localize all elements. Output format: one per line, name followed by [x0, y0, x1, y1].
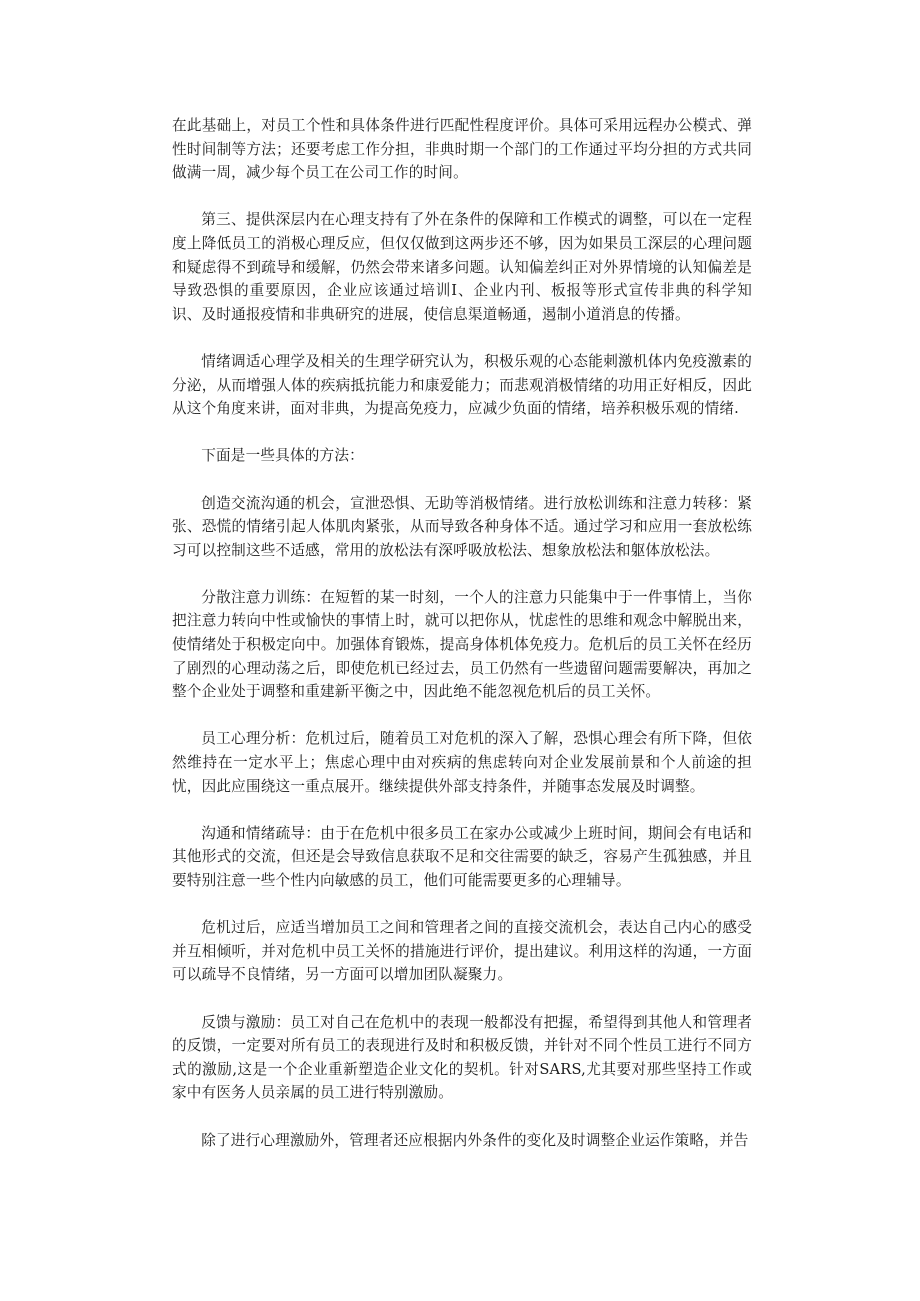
paragraph-10: 反馈与激励：员工对自己在危机中的表现一般都没有把握，希望得到其他人和管理者的反馈，一定要对所有员工的表现进行及时和积极反馈，并针对不同个性员工进行不同方式的激励,这是一个企业重新塑造企业文化的契机。针对SARS,尤其要对那些坚持工作或家中有医务人员亲属的员工进行特别激励。 — [172, 1013, 752, 1102]
paragraph-6: 分散注意力训练：在短暂的某一时刻，一个人的注意力只能集中于一件事情上，当你把注意力转向中性或愉快的事情上时，就可以把你从，忧虑性的思维和观念中解脱出来，使情绪处于积极定向中。加强体育锻炼，提高身体机体免疫力。危机后的员工关怀在经历了剧烈的心理动荡之后，即使危机已经过去，员工仍然有一些遗留问题需要解决，再加之整个企业处于调整和重建新平衡之中，因此绝不能忽视危机后的员工关怀。 — [172, 588, 752, 701]
paragraph-11: 除了进行心理激励外，管理者还应根据内外条件的变化及时调整企业运作策略，并告 — [201, 1131, 749, 1149]
paragraph-2: 第三、提供深层内在心理支持有了外在条件的保障和工作模式的调整，可以在一定程度上降低员工的消极心理反应，但仅仅做到这两步还不够，因为如果员工深层的心理问题和疑虑得不到疏导和缓解，仍然会带来诸多问题。认知偏差纠正对外界情境的认知偏差是导致恐惧的重要原因，企业应该通过培训I、企业内刊、板报等形式宣传非典的科学知识、及时通报疫情和非典研究的进展，使信息渠道畅通，遏制小道消息的传播。 — [172, 211, 752, 323]
paragraph-8: 沟通和情绪疏导：由于在危机中很多员工在家办公或减少上班时间，期间会有电话和其他形式的交流，但还是会导致信息获取不足和交往需要的缺乏，容易产生孤独感，并且要特别注意一些个性内向敏感的员工，他们可能需要更多的心理辅导。 — [172, 824, 752, 889]
paragraph-7: 员工心理分析：危机过后，随着员工对危机的深入了解，恐惧心理会有所下降，但依然维持在一定水平上；焦虑心理中由对疾病的焦虑转向对企业发展前景和个人前途的担忧，因此应围绕这一重点展开。继续提供外部支持条件，并随事态发展及时调整。 — [172, 730, 752, 795]
paragraph-9: 危机过后，应适当增加员工之间和管理者之间的直接交流机会，表达自己内心的感受并互相倾听，并对危机中员工关怀的措施进行评价，提出建议。利用这样的沟通，一方面可以疏导不良情绪，另一方面可以增加团队凝聚力。 — [172, 919, 752, 984]
paragraph-4: 下面是一些具体的方法： — [201, 447, 364, 465]
document-body — [172, 114, 752, 1152]
paragraph-1: 在此基础上，对员工个性和具体条件进行匹配性程度评价。具体可采用远程办公模式、弹性时间制等方法；还要考虑工作分担，非典时期一个部门的工作通过平均分担的方式共同做满一周，减少每个员工在公司工作的时间。 — [172, 117, 752, 182]
paragraph-3: 情绪调适心理学及相关的生理学研究认为，积极乐观的心态能刺激机体内免疫激素的分泌，从而增强人体的疾病抵抗能力和康爱能力；而悲观消极情绪的功用正好相反，因此从这个角度来讲，面对非典，为提高免疫力，应减少负面的情绪，培养积极乐观的情绪. — [172, 352, 752, 418]
paragraph-5: 创造交流沟通的机会，宣泄恐惧、无助等消极情绪。进行放松训练和注意力转移：紧张、恐慌的情绪引起人体肌肉紧张，从而导致各种身体不适。通过学习和应用一套放松练习可以控制这些不适感，常用的放松法有深呼吸放松法、想象放松法和躯体放松法。 — [172, 494, 752, 559]
